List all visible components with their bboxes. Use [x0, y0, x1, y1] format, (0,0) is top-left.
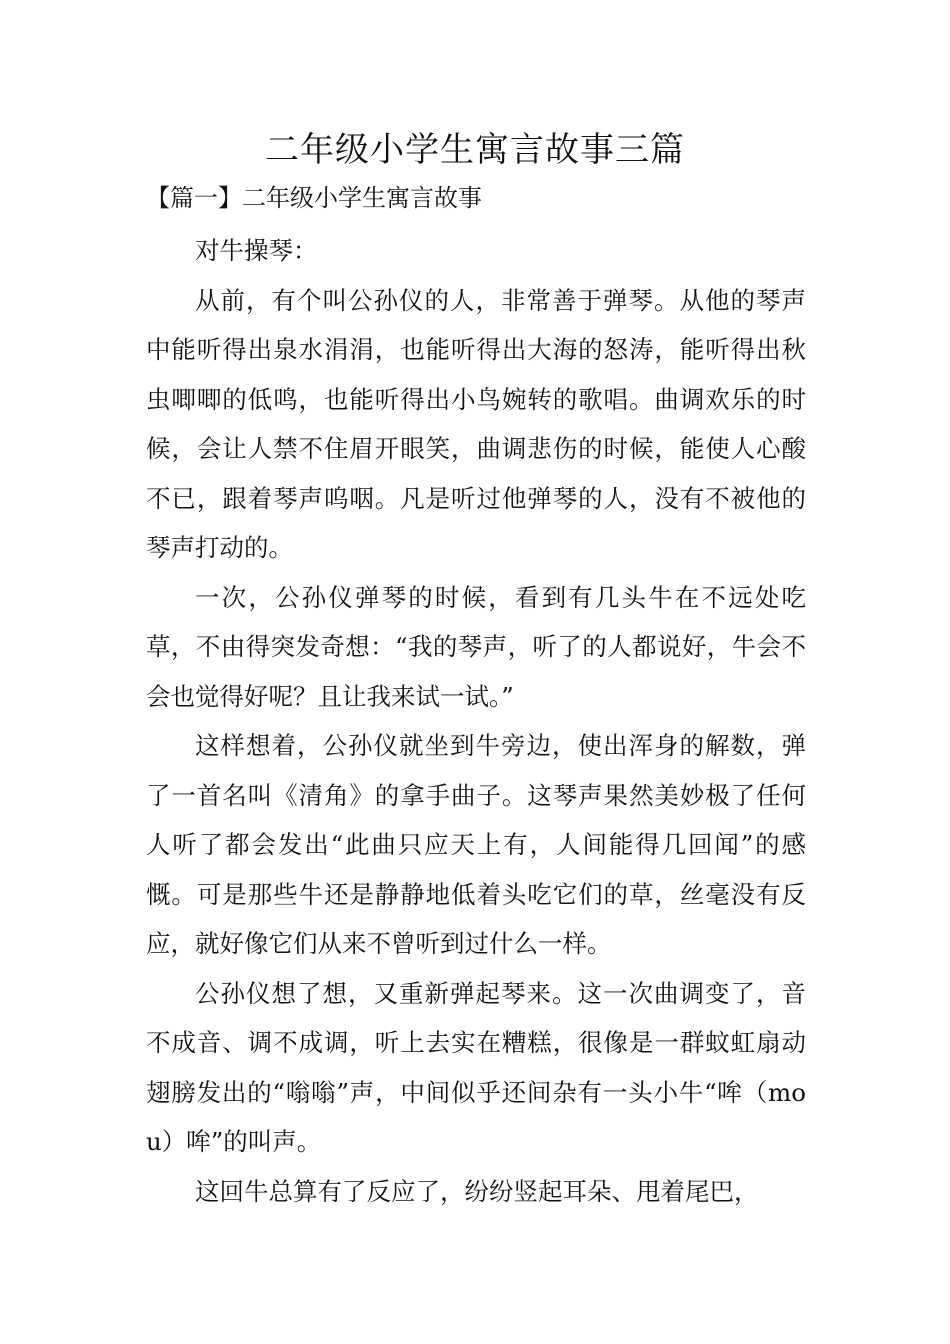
- paragraph: 一次，公孙仪弹琴的时候，看到有几头牛在不远处吃草，不由得突发奇想：“我的琴声，听了的人都说好，牛会不会也觉得好呢？且让我来试一试。”: [146, 582, 806, 711]
- document-title: 二年级小学生寓言故事三篇: [265, 130, 685, 170]
- paragraph: 这样想着，公孙仪就坐到牛旁边，使出浑身的解数，弹了一首名叫《清角》的拿手曲子。这琴声果然美妙极了任何人听了都会发出“此曲只应天上有，人间能得几回闻”的感慨。可是那些牛还是静静地低着头吃它们的草，丝毫没有反应，就好像它们从来不曾听到过什么一样。: [146, 731, 806, 958]
- paragraph: 这回牛总算有了反应了，纷纷竖起耳朵、甩着尾巴，: [195, 1176, 759, 1206]
- document-body: [146, 226, 806, 1216]
- paragraph: 从前，有个叫公孙仪的人，非常善于弹琴。从他的琴声中能听得出泉水涓涓，也能听得出大海的怒涛，能听得出秋虫唧唧的低鸣，也能听得出小鸟婉转的歌唱。曲调欢乐的时候，会让人禁不住眉开眼笑，曲调悲伤的时候，能使人心酸不已，跟着琴声呜咽。凡是听过他弹琴的人，没有不被他的琴声打动的。: [146, 285, 806, 562]
- paragraph: 公孙仪想了想，又重新弹起琴来。这一次曲调变了，音不成音、调不成调，听上去实在糟糕，很像是一群蚊虹扇动翅膀发出的“嗡嗡”声，中间似乎还间杂有一头小牛“哞（mou）哞”的叫声。: [146, 978, 806, 1156]
- section-heading: 【篇一】二年级小学生寓言故事: [146, 184, 482, 212]
- paragraph-story-title: 对牛操琴：: [195, 236, 318, 265]
